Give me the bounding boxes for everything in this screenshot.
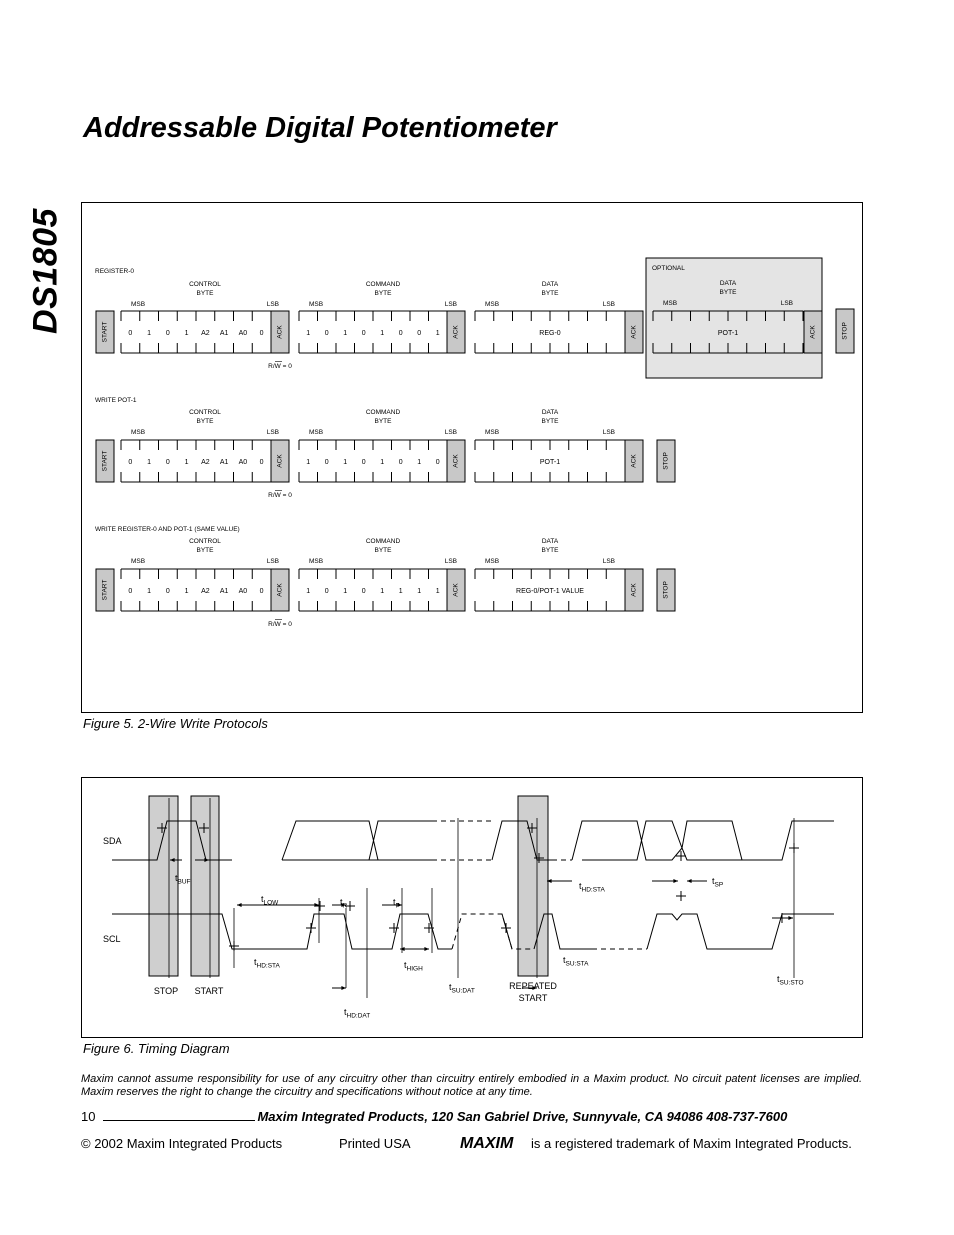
data-byte-lsb: LSB bbox=[602, 301, 615, 308]
data-byte-value: REG-0 bbox=[539, 330, 561, 337]
disclaimer: Maxim cannot assume responsibility for use of any circuitry other than circuitry entirely embodied in a Maxim product. No circuit patent licenses are implied. Maxim reserves the right to change the circuitry and specifications without notice at any time. bbox=[81, 1073, 862, 1098]
sda-wave bbox=[582, 821, 742, 860]
command-byte-lsb: LSB bbox=[444, 558, 457, 565]
sda-wave bbox=[752, 821, 834, 860]
tr-label-t: t bbox=[340, 897, 343, 907]
footer-rule bbox=[103, 1120, 255, 1121]
optional-byte-msb: MSB bbox=[663, 300, 678, 307]
tsp-label-subscript: SP bbox=[714, 881, 724, 889]
tsp-label-t: t bbox=[712, 876, 715, 886]
control-ack-label: ACK bbox=[276, 325, 284, 339]
optional-byte-lsb: LSB bbox=[780, 300, 793, 307]
control-byte-bit: 1 bbox=[147, 330, 152, 337]
command-byte-bit: 0 bbox=[324, 588, 329, 595]
command-byte-lsb: LSB bbox=[444, 429, 457, 436]
control-byte-bit: 1 bbox=[184, 459, 189, 466]
condition-bar bbox=[149, 796, 178, 976]
control-byte-bit: 0 bbox=[165, 459, 170, 466]
data-byte-msb: MSB bbox=[485, 429, 500, 436]
tsusta-label-subscript: SU:STA bbox=[565, 960, 589, 968]
command-byte-bit: 1 bbox=[343, 330, 348, 337]
control-byte-header-line2: BYTE bbox=[196, 290, 214, 297]
data-byte-value: POT-1 bbox=[539, 459, 561, 466]
control-byte-bit: A2 bbox=[201, 459, 210, 466]
command-ack-label: ACK bbox=[452, 325, 460, 339]
command-byte-bit: 1 bbox=[306, 588, 311, 595]
data-byte-lsb: LSB bbox=[602, 429, 615, 436]
tlow-arrow-back-head bbox=[237, 903, 242, 907]
tlow-label-t: t bbox=[261, 894, 264, 904]
tlow-label-subscript: LOW bbox=[263, 899, 279, 907]
control-byte-bit: 0 bbox=[259, 459, 264, 466]
command-byte-header-line2: BYTE bbox=[374, 547, 392, 554]
command-byte-bit: 1 bbox=[380, 330, 385, 337]
tsusto-label-subscript: SU:STO bbox=[779, 979, 804, 987]
figure5-diagram bbox=[82, 203, 862, 712]
control-byte-bit: A0 bbox=[238, 588, 248, 595]
optional-byte-header-line2: BYTE bbox=[719, 289, 737, 296]
control-byte-bit: 0 bbox=[165, 588, 170, 595]
tsp-arrow-head bbox=[673, 879, 678, 883]
command-byte-header-line1: COMMAND bbox=[365, 538, 401, 545]
data-ack-label: ACK bbox=[630, 583, 638, 597]
tbuf-label bbox=[175, 873, 191, 886]
sda-wave bbox=[572, 821, 752, 860]
tsusta-label-t: t bbox=[563, 955, 566, 965]
thdsta-label-t: t bbox=[254, 957, 257, 967]
scl-wave bbox=[647, 914, 752, 949]
tr-label-subscript: R bbox=[342, 902, 348, 910]
command-ack-label: ACK bbox=[452, 583, 460, 597]
sda-wave bbox=[369, 821, 432, 860]
data-byte-header-line1: DATA bbox=[541, 281, 559, 288]
stop-label: STOP bbox=[662, 452, 670, 470]
command-byte-bit: 0 bbox=[361, 459, 366, 466]
thdsta2-label-subscript: HD:STA bbox=[581, 886, 605, 894]
control-byte-bit: 0 bbox=[259, 330, 264, 337]
thigh-label-t: t bbox=[404, 960, 407, 970]
stop-label: STOP bbox=[662, 581, 670, 599]
tbuf-label-t: t bbox=[175, 873, 178, 883]
page-title: Addressable Digital Potentiometer bbox=[83, 112, 557, 144]
protocol-title: WRITE POT-1 bbox=[95, 397, 137, 404]
scl-wave bbox=[502, 914, 512, 949]
thdsta2-label-t: t bbox=[579, 881, 582, 891]
control-byte-bit: A1 bbox=[219, 588, 229, 595]
scl-wave bbox=[752, 914, 834, 949]
protocol-title: REGISTER-0 bbox=[95, 268, 135, 275]
control-byte-bit: A1 bbox=[219, 459, 229, 466]
page-number: 10 bbox=[81, 1109, 96, 1124]
control-byte-bit: 1 bbox=[147, 459, 152, 466]
data-byte-header-line2: BYTE bbox=[541, 290, 559, 297]
trademark-notice: is a registered trademark of Maxim Integrated Products. bbox=[531, 1136, 852, 1151]
side-title-text: DS1805 bbox=[26, 208, 65, 334]
optional-region bbox=[646, 258, 822, 378]
tsudat-label bbox=[449, 982, 475, 995]
figure5-caption: Figure 5. 2-Wire Write Protocols bbox=[83, 716, 268, 731]
control-byte-bit: A0 bbox=[238, 330, 248, 337]
data-byte-header-line1: DATA bbox=[541, 538, 559, 545]
command-byte-bit: 1 bbox=[343, 459, 348, 466]
data-byte-value: REG-0/POT-1 VALUE bbox=[516, 588, 584, 595]
stop-label: STOP bbox=[153, 986, 179, 996]
thdsta-label bbox=[254, 957, 281, 970]
control-byte-bit: 0 bbox=[128, 588, 133, 595]
optional-byte-value: POT-1 bbox=[717, 330, 739, 337]
start-label: START bbox=[194, 986, 224, 996]
command-byte-bit: 0 bbox=[417, 330, 422, 337]
data-byte-header-line2: BYTE bbox=[541, 547, 559, 554]
side-title bbox=[26, 206, 66, 336]
control-byte-lsb: LSB bbox=[266, 301, 279, 308]
command-byte-bit: 1 bbox=[417, 459, 422, 466]
command-byte-lsb: LSB bbox=[444, 301, 457, 308]
control-byte-bit: A2 bbox=[201, 330, 210, 337]
start-label: START bbox=[101, 579, 109, 601]
control-byte-header-line1: CONTROL bbox=[189, 409, 221, 416]
control-byte-lsb: LSB bbox=[266, 429, 279, 436]
start-label: START bbox=[101, 450, 109, 472]
tsusto-label bbox=[777, 974, 804, 987]
sda-wave bbox=[282, 821, 378, 860]
figure6-diagram bbox=[82, 778, 862, 1037]
tsusto-arrow-head bbox=[788, 916, 793, 920]
control-byte-header-line1: CONTROL bbox=[189, 538, 221, 545]
data-byte-header-line2: BYTE bbox=[541, 418, 559, 425]
command-byte-bit: 1 bbox=[306, 330, 311, 337]
thigh-label bbox=[404, 960, 423, 973]
figure6-caption: Figure 6. Timing Diagram bbox=[83, 1041, 230, 1056]
maxim-logo-icon bbox=[460, 1133, 524, 1151]
start-label: START bbox=[101, 321, 109, 343]
control-byte-msb: MSB bbox=[131, 301, 146, 308]
control-ack-label: ACK bbox=[276, 454, 284, 468]
command-byte-bit: 1 bbox=[435, 330, 440, 337]
control-byte-bit: A1 bbox=[219, 330, 229, 337]
condition-bar bbox=[518, 796, 548, 976]
command-ack-label: ACK bbox=[452, 454, 460, 468]
command-byte-bit: 1 bbox=[398, 588, 403, 595]
thddat-label-t: t bbox=[344, 1007, 347, 1017]
tf-label bbox=[393, 897, 400, 910]
tsudat-label-t: t bbox=[449, 982, 452, 992]
control-byte-bit: A2 bbox=[201, 588, 210, 595]
rw-label: R/W = 0 bbox=[268, 492, 292, 499]
tbuf-label-subscript: BUF bbox=[177, 878, 191, 886]
maxim-logo bbox=[460, 1133, 524, 1154]
tf-label-t: t bbox=[393, 897, 396, 907]
optional-ack-label: ACK bbox=[809, 325, 817, 339]
control-byte-header-line1: CONTROL bbox=[189, 281, 221, 288]
command-byte-msb: MSB bbox=[309, 429, 324, 436]
data-ack-label: ACK bbox=[630, 454, 638, 468]
thigh-label-subscript: HIGH bbox=[406, 965, 423, 973]
thdsta-label-subscript: HD:STA bbox=[256, 962, 280, 970]
command-byte-bit: 1 bbox=[380, 588, 385, 595]
control-ack-label: ACK bbox=[276, 583, 284, 597]
copyright: © 2002 Maxim Integrated Products bbox=[81, 1136, 283, 1151]
data-byte-msb: MSB bbox=[485, 558, 500, 565]
command-byte-msb: MSB bbox=[309, 558, 324, 565]
rw-label: R/W = 0 bbox=[268, 363, 292, 370]
printed-usa: Printed USA bbox=[339, 1136, 411, 1151]
tlow-label bbox=[261, 894, 279, 907]
scl-label: SCL bbox=[103, 934, 121, 944]
control-byte-bit: 0 bbox=[259, 588, 264, 595]
control-byte-msb: MSB bbox=[131, 558, 146, 565]
command-byte-bit: 1 bbox=[306, 459, 311, 466]
command-byte-bit: 0 bbox=[361, 588, 366, 595]
control-byte-bit: A0 bbox=[238, 459, 248, 466]
thdsta2-label bbox=[579, 881, 606, 894]
protocol-title: WRITE REGISTER-0 AND POT-1 (SAME VALUE) bbox=[95, 526, 240, 533]
figure5-frame bbox=[81, 202, 863, 713]
tsudat-label-subscript: SU:DAT bbox=[451, 987, 475, 995]
control-byte-lsb: LSB bbox=[266, 558, 279, 565]
figure6-frame bbox=[81, 777, 863, 1038]
command-byte-bit: 0 bbox=[435, 459, 440, 466]
tsusto-label-t: t bbox=[777, 974, 780, 984]
data-byte-msb: MSB bbox=[485, 301, 500, 308]
command-byte-bit: 1 bbox=[417, 588, 422, 595]
control-byte-bit: 1 bbox=[147, 588, 152, 595]
thddat-label bbox=[344, 1007, 370, 1020]
repeated-start-line1: REPEATED bbox=[509, 981, 557, 991]
repeated-start-line2: START bbox=[518, 993, 548, 1003]
footer-address-line bbox=[81, 1109, 862, 1124]
maxim-logo-text: MAXIM bbox=[460, 1135, 514, 1151]
control-byte-header-line2: BYTE bbox=[196, 547, 214, 554]
tf-label-subscript: F bbox=[395, 902, 400, 910]
control-byte-bit: 1 bbox=[184, 330, 189, 337]
command-byte-bit: 0 bbox=[398, 330, 403, 337]
tsusta-label bbox=[563, 955, 589, 968]
data-byte-header-line1: DATA bbox=[541, 409, 559, 416]
command-byte-bit: 1 bbox=[435, 588, 440, 595]
command-byte-header-line2: BYTE bbox=[374, 418, 392, 425]
control-byte-bit: 1 bbox=[184, 588, 189, 595]
tr-label bbox=[340, 897, 348, 910]
command-byte-header-line1: COMMAND bbox=[365, 409, 401, 416]
optional-label: OPTIONAL bbox=[652, 265, 685, 272]
sda-label: SDA bbox=[103, 836, 122, 846]
company-address: Maxim Integrated Products, 120 San Gabriel Drive, Sunnyvale, CA 94086 408-737-7600 bbox=[257, 1109, 788, 1124]
command-byte-bit: 0 bbox=[361, 330, 366, 337]
data-ack-label: ACK bbox=[630, 325, 638, 339]
control-byte-bit: 0 bbox=[128, 330, 133, 337]
command-byte-bit: 0 bbox=[324, 330, 329, 337]
control-byte-header-line2: BYTE bbox=[196, 418, 214, 425]
control-byte-bit: 0 bbox=[165, 330, 170, 337]
thddat-arrow-head bbox=[341, 986, 346, 990]
rw-label: R/W = 0 bbox=[268, 621, 292, 628]
command-byte-msb: MSB bbox=[309, 301, 324, 308]
command-byte-bit: 0 bbox=[398, 459, 403, 466]
command-byte-header-line1: COMMAND bbox=[365, 281, 401, 288]
tsp-arrow-back-head bbox=[687, 879, 692, 883]
command-byte-bit: 1 bbox=[343, 588, 348, 595]
optional-byte-header-line1: DATA bbox=[719, 280, 737, 287]
command-byte-bit: 0 bbox=[324, 459, 329, 466]
tsp-label bbox=[712, 876, 723, 889]
command-byte-bit: 1 bbox=[380, 459, 385, 466]
control-byte-bit: 0 bbox=[128, 459, 133, 466]
command-byte-header-line2: BYTE bbox=[374, 290, 392, 297]
thddat-label-subscript: HD:DAT bbox=[346, 1012, 371, 1020]
stop-label: STOP bbox=[841, 322, 849, 340]
control-byte-msb: MSB bbox=[131, 429, 146, 436]
condition-bar bbox=[191, 796, 219, 976]
data-byte-lsb: LSB bbox=[602, 558, 615, 565]
